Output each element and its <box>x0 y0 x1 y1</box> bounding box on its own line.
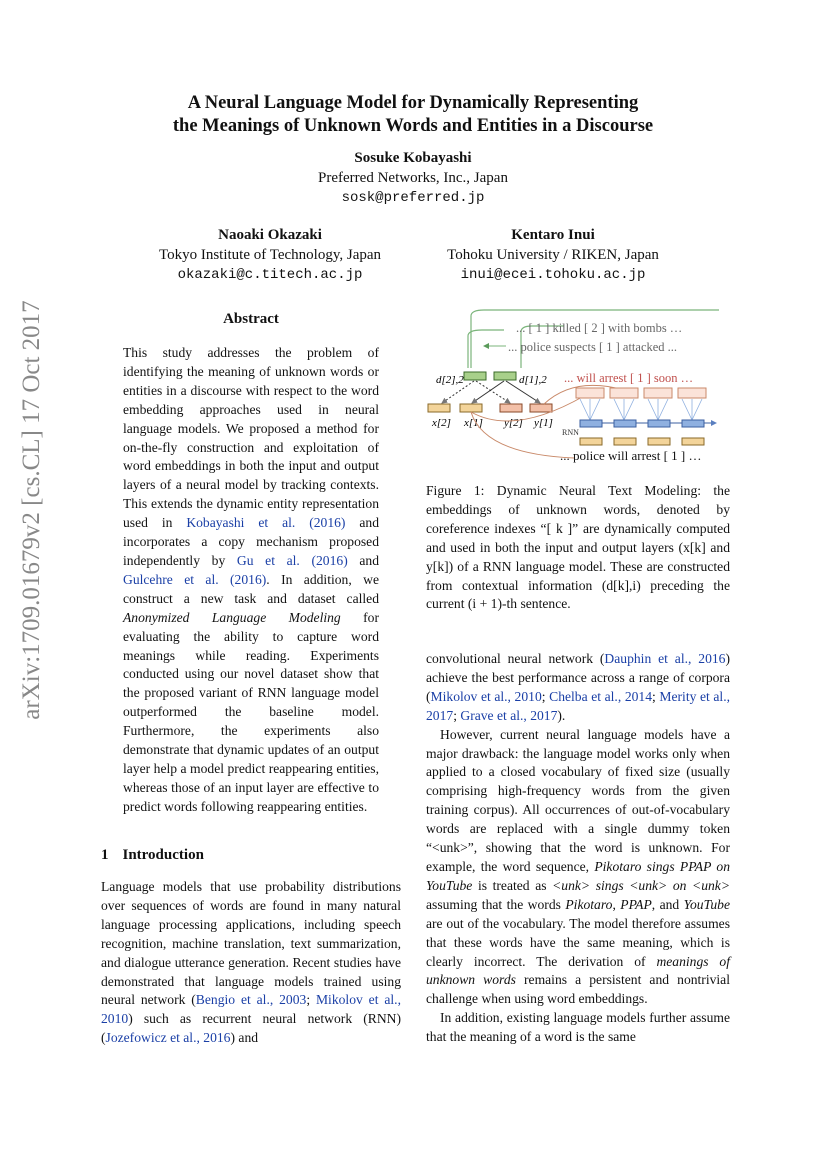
intro-paragraph: Language models that use probability distributions over sequences of words are found in many natural language processing applications, including speech recognition, machine translation, text summarization, and dialogue utterance generation. Recent studies have demonstrated that language models trained using neural network (Bengio et al., 2003; Mikolov et al., 2010) such as recurrent neural network (RNN) (Jozefowicz et al., 2016) and <box>101 879 401 1046</box>
label-x2: x[2] <box>432 417 451 429</box>
context-vector-d2 <box>464 372 486 380</box>
author-affiliation: Preferred Networks, Inc., Japan <box>318 170 508 186</box>
embedding-x2 <box>428 404 450 412</box>
label-rnn: RNN <box>562 428 579 437</box>
paragraph: convolutional neural network (Dauphin et al., 2016) achieve the best performance across a range of corpora (Mikolov et al., 2010; Chelba et al., 2014; Merity et al., 2017; Grave et al., 2017). <box>426 651 730 723</box>
label-d1: d[1],2 <box>519 374 547 386</box>
abstract-heading: Abstract <box>223 311 279 327</box>
context-sentence-2: ... police suspects [ 1 ] attacked ... <box>508 340 678 354</box>
right-column-body <box>426 650 730 1047</box>
author-email[interactable]: sosk@preferred.jp <box>341 190 485 206</box>
citation-link[interactable]: Mikolov et al., 2010 <box>101 992 401 1027</box>
embedding-y2 <box>500 404 522 412</box>
output-softmax-layer <box>576 388 706 398</box>
caption-label: Figure 1: <box>426 483 485 498</box>
paragraph: However, current neural language models have a major drawback: the language model works only when applied to a closed vocabulary of fixed size (usually comprising high-frequency words from the given training corpus). All occurrences of out-of-vocabulary words are replaced with a single dummy token “<unk>”, showing that the word is unknown. For example, the word sequence, Pikotaro sings PPAP on YouTube is treated as <unk> sings <unk> on <unk> assuming that the words Pikotaro, PPAP, and YouTube are out of the vocabulary. The model therefore assumes that these words have the same meaning, which is clearly incorrect. The derivation of meanings of unknown words remains a persistent and nontrivial challenge when using word embeddings. <box>426 726 731 1007</box>
author-email[interactable]: okazaki@c.titech.ac.jp <box>177 267 363 283</box>
citation-link[interactable]: Jozefowicz et al., 2016 <box>105 1030 231 1046</box>
label-y2: y[2] <box>504 417 523 429</box>
context-flow-line <box>468 330 504 368</box>
author-name: Kentaro Inui <box>511 227 595 243</box>
author-block-3 <box>403 225 703 285</box>
title-line-2: the Meanings of Unknown Words and Entities in a Discourse <box>172 116 654 136</box>
caption-text: Dynamic Neural Text Modeling: the embeddings of unknown words, denoted by coreference indexes “[ k ]” are dynamically computed and used in both the input and output layers (x[k] and y[k]) of a RNN language model. These are constructed from contextual information (d[k],i) preceding the current (i + 1)-th sentence. <box>426 483 730 612</box>
author-affiliation: Tokyo Institute of Technology, Japan <box>158 247 382 263</box>
citation-link[interactable]: Chelba et al., 2014 <box>549 688 653 704</box>
arxiv-sidebar-id: arXiv:1709.01679v2 [cs.CL] 17 Oct 2017 <box>18 300 45 720</box>
citation-link[interactable]: Bengio et al., 2003 <box>195 992 307 1008</box>
title-line-1: A Neural Language Model for Dynamically Representing <box>187 93 639 113</box>
label-x1: x[1] <box>464 417 483 429</box>
label-d2: d[2],2 <box>436 374 464 386</box>
figure-1-caption <box>426 482 730 614</box>
author-name: Naoaki Okazaki <box>218 227 322 243</box>
attention-fan-lines <box>580 399 702 420</box>
author-block-2 <box>120 225 420 285</box>
citation-link[interactable]: Gulcehre et al. (2016) <box>123 571 267 587</box>
rnn-hidden-layer <box>580 420 716 427</box>
citation-link[interactable]: Kobayashi et al. (2016) <box>186 515 346 531</box>
input-sentence: ... police will arrest [ 1 ] … <box>560 448 702 463</box>
citation-link[interactable]: Dauphin et al., 2016 <box>604 651 726 666</box>
label-y1: y[1] <box>534 417 553 429</box>
paper-title <box>0 92 826 138</box>
context-sentence-1: ... [ 1 ] killed [ 2 ] with bombs … <box>516 321 683 335</box>
paragraph: In addition, existing language models further assume that the meaning of a word is the same <box>426 1010 730 1045</box>
target-sentence: ... will arrest [ 1 ] soon … <box>564 371 694 385</box>
citation-link[interactable]: Merity et al., 2017 <box>426 688 730 723</box>
embedding-y1 <box>530 404 552 412</box>
embedding-x1 <box>460 404 482 412</box>
section-heading-introduction: 1 Introduction <box>101 847 204 863</box>
author-email[interactable]: inui@ecei.tohoku.ac.jp <box>460 267 646 283</box>
citation-link[interactable]: Grave et al., 2017 <box>460 707 558 723</box>
citation-link[interactable]: Gu et al. (2016) <box>236 552 348 568</box>
rnn-input-layer <box>580 438 704 445</box>
abstract-body: This study addresses the problem of identifying the meaning of unknown words or entities in a discourse with respect to the word embedding approaches used in neural language models. We proposed a method for on-the-fly construction and exploitation of word embeddings in both the input and output layers of a neural model by tracking contexts. This extends the dynamic entity representation used in Kobayashi et al. (2016) and incorporates a copy mechanism proposed independently by Gu et al. (2016) and Gulcehre et al. (2016). In addition, we construct a new task and dataset called Anonymized Language Modeling for evaluating the ability to capture word meanings while reading. Experiments conducted using our novel dataset show that the proposed variant of RNN language model outperformed the baseline model. Furthermore, the experiments also demonstrate that dynamic updates of an output layer help a model predict reappearing entities, whereas those of an input layer are effective to predict words following reappearing entities. <box>123 345 379 814</box>
context-vector-d1 <box>494 372 516 380</box>
author-affiliation: Tohoku University / RIKEN, Japan <box>447 247 659 263</box>
figure-1-diagram <box>424 306 734 472</box>
context-flow-line <box>471 310 719 368</box>
citation-link[interactable]: Mikolov et al., 2010 <box>430 688 542 704</box>
author-block-1 <box>263 148 563 208</box>
author-name: Sosuke Kobayashi <box>354 150 472 166</box>
